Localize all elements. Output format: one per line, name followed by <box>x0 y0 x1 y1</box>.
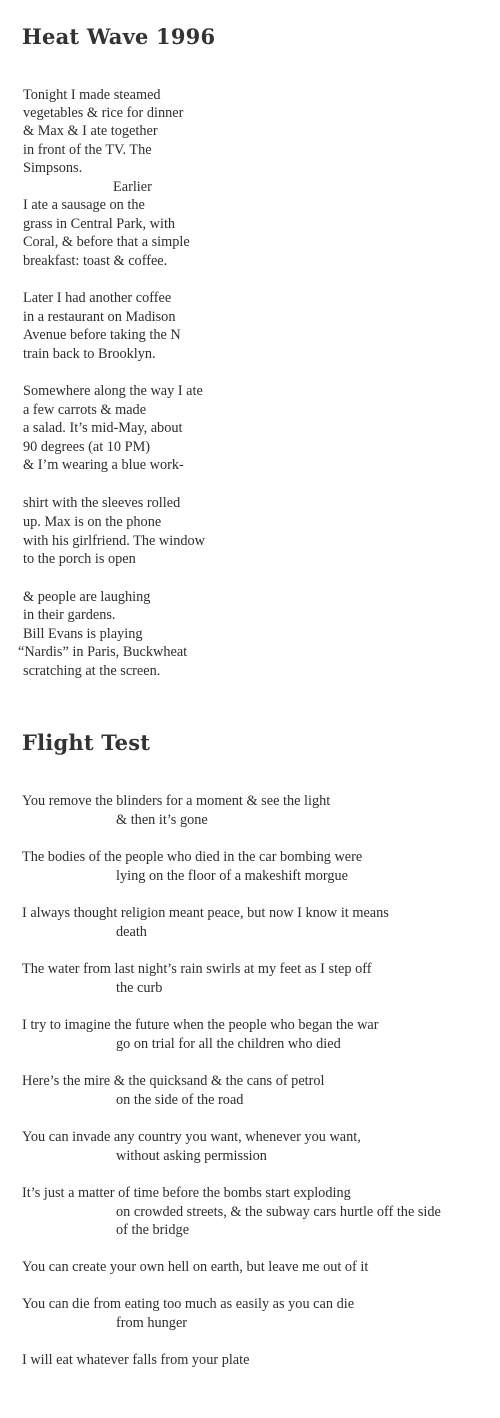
poem-line: train back to Brooklyn. <box>23 346 156 362</box>
poem-line: in a restaurant on Madison <box>23 309 176 325</box>
poem-line: death <box>116 924 147 940</box>
poem-line: The water from last night’s rain swirls at my feet as I step off <box>22 961 372 977</box>
poem-line: without asking permission <box>116 1148 267 1164</box>
poem-line: go on trial for all the children who died <box>116 1036 341 1052</box>
poem-line: Simpsons. <box>23 160 83 176</box>
poem-line: “Nardis” in Paris, Buckwheat <box>18 644 188 660</box>
poem-line: Avenue before taking the N <box>23 327 181 343</box>
poem-line: with his girlfriend. The window <box>23 533 205 549</box>
poem-line: on the side of the road <box>116 1092 244 1108</box>
poem-title-heat-wave: Heat Wave 1996 <box>22 24 216 49</box>
poem-line: Here’s the mire & the quicksand & the cans of petrol <box>22 1073 325 1089</box>
poem-title-flight-test: Flight Test <box>22 730 151 755</box>
poem-line: You can create your own hell on earth, but leave me out of it <box>22 1259 369 1275</box>
poem-line: a salad. It’s mid-May, about <box>23 420 183 436</box>
poem-line: & I’m wearing a blue work- <box>23 457 184 473</box>
poem-line: the curb <box>116 980 163 996</box>
poem-line: 90 degrees (at 10 PM) <box>23 439 151 455</box>
poem-line: Later I had another coffee <box>23 290 172 306</box>
poem-line: Earlier <box>113 179 152 195</box>
poem-line: It’s just a matter of time before the bombs start exploding <box>22 1185 351 1201</box>
poem-line: to the porch is open <box>23 551 136 567</box>
poem-line: Tonight I made steamed <box>23 87 161 103</box>
poem-line: scratching at the screen. <box>23 663 161 679</box>
poem-line: You can die from eating too much as easily as you can die <box>22 1296 355 1312</box>
poem-line: & people are laughing <box>23 589 151 605</box>
poem-line: breakfast: toast & coffee. <box>23 253 168 269</box>
poem-line: up. Max is on the phone <box>23 514 162 530</box>
poem-line: & Max & I ate together <box>23 123 158 139</box>
poem-line: lying on the floor of a makeshift morgue <box>116 868 349 884</box>
poem-line: of the bridge <box>116 1222 190 1238</box>
poem-line: in their gardens. <box>23 607 116 623</box>
poem-line: shirt with the sleeves rolled <box>23 495 181 511</box>
poem-line: in front of the TV. The <box>23 142 152 158</box>
poem-line: You can invade any country you want, whenever you want, <box>22 1129 361 1145</box>
poem-line: grass in Central Park, with <box>23 216 176 232</box>
poem-line: You remove the blinders for a moment & see the light <box>22 793 331 809</box>
poem-line: I will eat whatever falls from your plate <box>22 1352 250 1368</box>
poem-line: Coral, & before that a simple <box>23 234 190 250</box>
poem-line: I always thought religion meant peace, but now I know it means <box>22 905 389 921</box>
poem-line: a few carrots & made <box>23 402 147 418</box>
poem-line: I ate a sausage on the <box>23 197 145 213</box>
poem-line: I try to imagine the future when the people who began the war <box>22 1017 379 1033</box>
poem-line: on crowded streets, & the subway cars hurtle off the side <box>116 1204 441 1220</box>
poem-line: vegetables & rice for dinner <box>23 105 184 121</box>
poem-line: & then it’s gone <box>116 812 208 828</box>
poem-line: Somewhere along the way I ate <box>23 383 203 399</box>
poem-line: from hunger <box>116 1315 188 1331</box>
poem-line: Bill Evans is playing <box>23 626 143 642</box>
poem-line: The bodies of the people who died in the car bombing were <box>22 849 363 865</box>
